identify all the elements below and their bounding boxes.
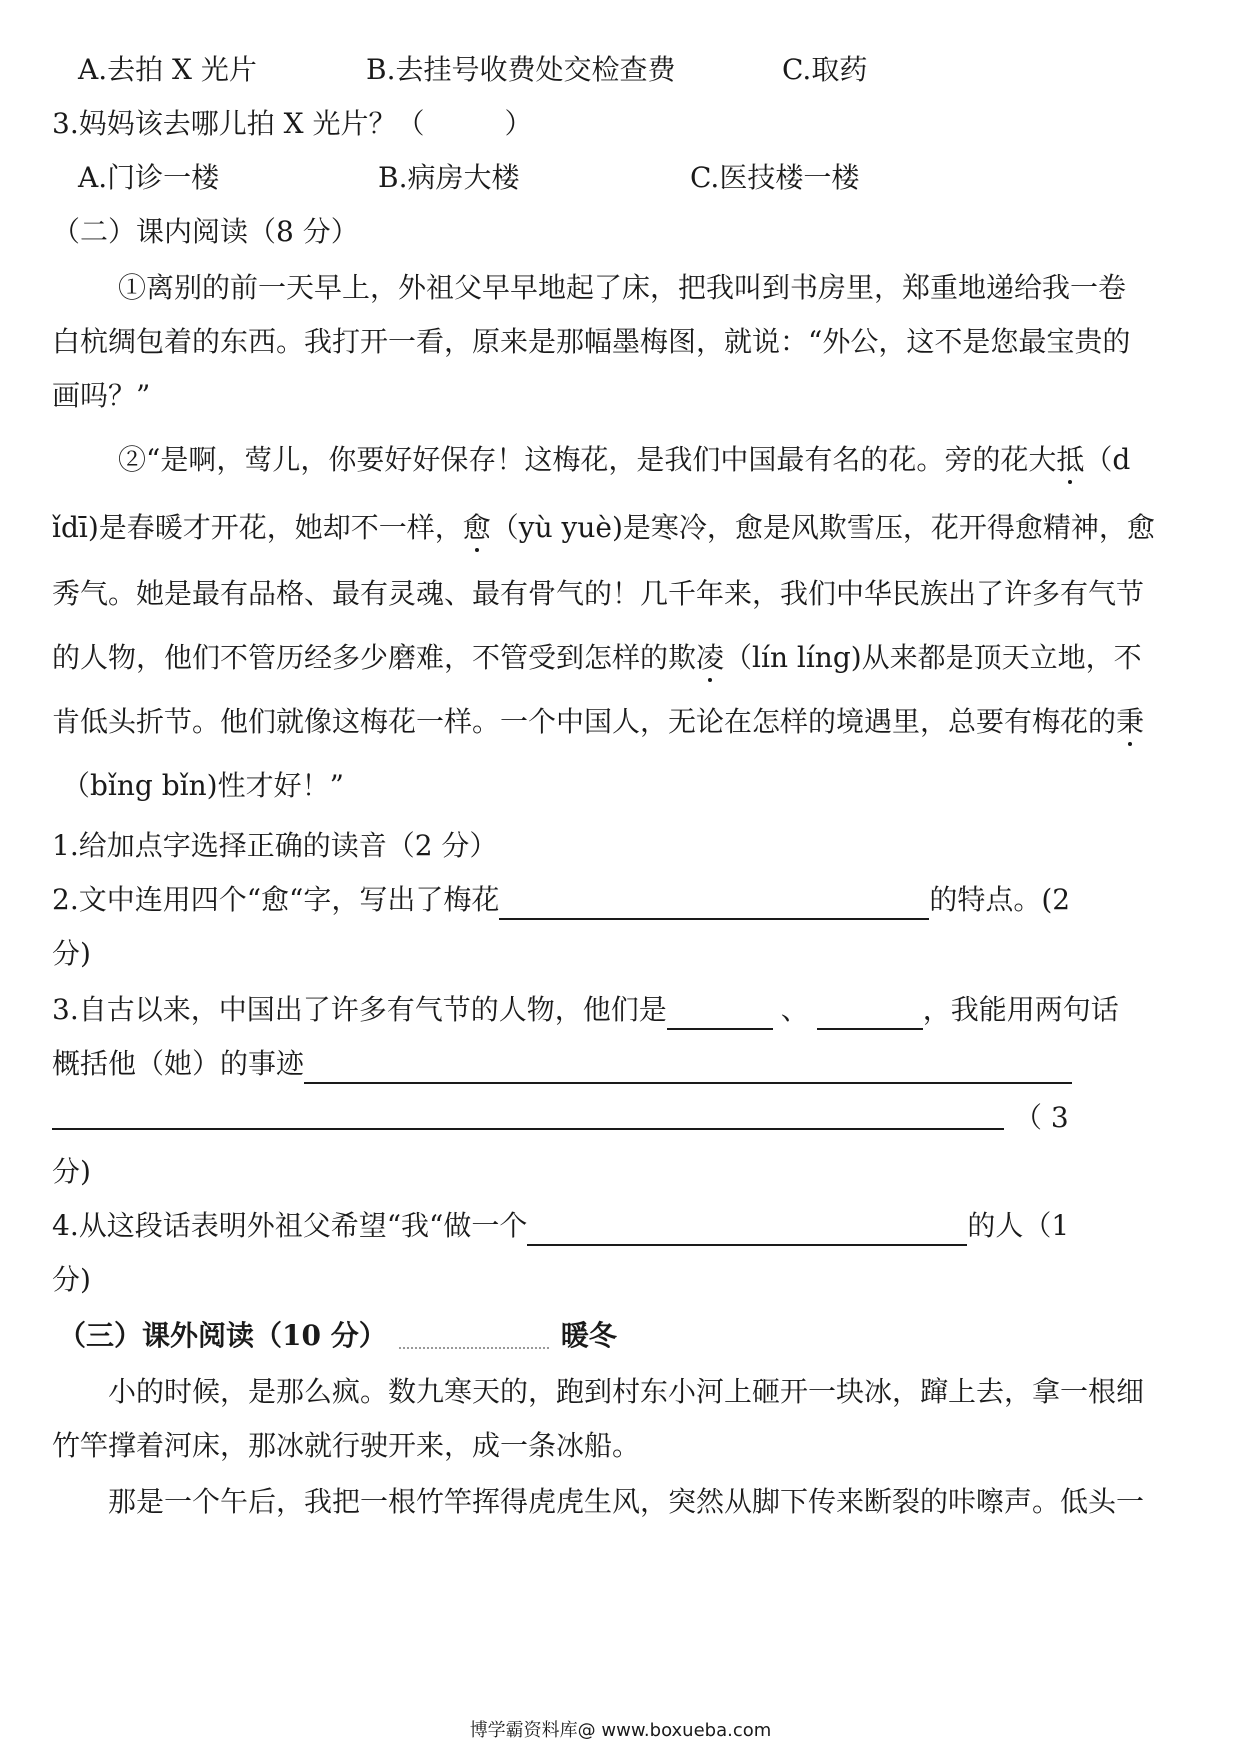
answer-blank[interactable] [667,998,773,1030]
question-3-line2: 概括他（她）的事迹 [52,1044,1072,1084]
passage-p2-line4: 的人物，他们不管历经多少磨难，不管受到怎样的欺凌（lín líng)从来都是顶天立地，不 [52,641,1142,674]
question-3: 3.妈妈该去哪儿拍 X 光片？（ ） [52,107,533,140]
passage-p2-line5: 肯低头折节。他们就像这梅花一样。一个中国人，无论在怎样的境遇里，总要有梅花的秉 [52,705,1145,738]
answer-blank[interactable] [527,1214,967,1246]
dotted-leader [399,1327,549,1349]
question-2: 2.文中连用四个“愈“字，写出了梅花 的特点。(2 [52,880,1070,920]
q2-option-a: A.去拍 X 光片 [78,53,257,86]
answer-blank[interactable] [499,888,929,920]
question-2-cont: 分) [52,937,91,970]
dotted-char: 抵 [1056,443,1085,476]
passage-p2-line2: ǐdī)是春暖才开花，她却不一样，愈（yù yuè)是寒冷，愈是风欺雪压，花开得愈精神，愈 [52,511,1155,544]
q3-option-b: B.病房大楼 [378,161,520,194]
answer-blank[interactable] [304,1052,1072,1084]
section-3-title: （三）课外阅读（10 分） 暖冬 [58,1319,617,1352]
dotted-char: 秉 [1116,705,1145,738]
answer-line[interactable] [52,1128,1004,1130]
q2-option-c: C.取药 [782,53,868,86]
story-title: 暖冬 [560,1319,617,1352]
passage-p1-line2: 白杭绸包着的东西。我打开一看，原来是那幅墨梅图，就说：“外公，这不是您最宝贵的 [52,325,1131,358]
dotted-char: 愈 [462,511,491,544]
question-3-points: （ 3 [1014,1101,1069,1134]
story-line3: 那是一个午后，我把一根竹竿挥得虎虎生风，突然从脚下传来断裂的咔嚓声。低头一 [108,1485,1145,1518]
story-line1: 小的时候，是那么疯。数九寒天的，跑到村东小河上砸开一块冰，蹿上去，拿一根细 [108,1375,1145,1408]
passage-p1-line1: ①离别的前一天早上，外祖父早早地起了床，把我叫到书房里，郑重地递给我一卷 [118,271,1127,304]
passage-p2-line1: ②“是啊，莺儿，你要好好保存！这梅花，是我们中国最有名的花。旁的花大抵（d [118,443,1131,476]
footer-watermark: 博学霸资料库@ www.boxueba.com [469,1720,772,1741]
question-3-reading: 3.自古以来，中国出了许多有气节的人物，他们是 、 ，我能用两句话 [52,990,1119,1030]
passage-p1-line3: 画吗？” [52,379,151,412]
question-3-cont: 分) [52,1155,91,1188]
q2-option-b: B.去挂号收费处交检查费 [366,53,676,86]
q3-option-c: C.医技楼一楼 [690,161,860,194]
story-line2: 竹竿撑着河床，那冰就行驶开来，成一条冰船。 [52,1429,641,1462]
q3-option-a: A.门诊一楼 [78,161,220,194]
question-4-cont: 分) [52,1263,91,1296]
passage-p2-line6: （bǐng bǐn)性才好！” [62,769,344,802]
question-4: 4.从这段话表明外祖父希望“我“做一个 的人（1 [52,1206,1069,1246]
answer-blank[interactable] [817,998,923,1030]
passage-p2-line3: 秀气。她是最有品格、最有灵魂、最有骨气的！几千年来，我们中华民族出了许多有气节 [52,577,1145,610]
question-1: 1.给加点字选择正确的读音（2 分） [52,829,498,862]
section-2-title: （二）课内阅读（8 分） [52,215,359,248]
dotted-char: 凌 [696,641,725,674]
